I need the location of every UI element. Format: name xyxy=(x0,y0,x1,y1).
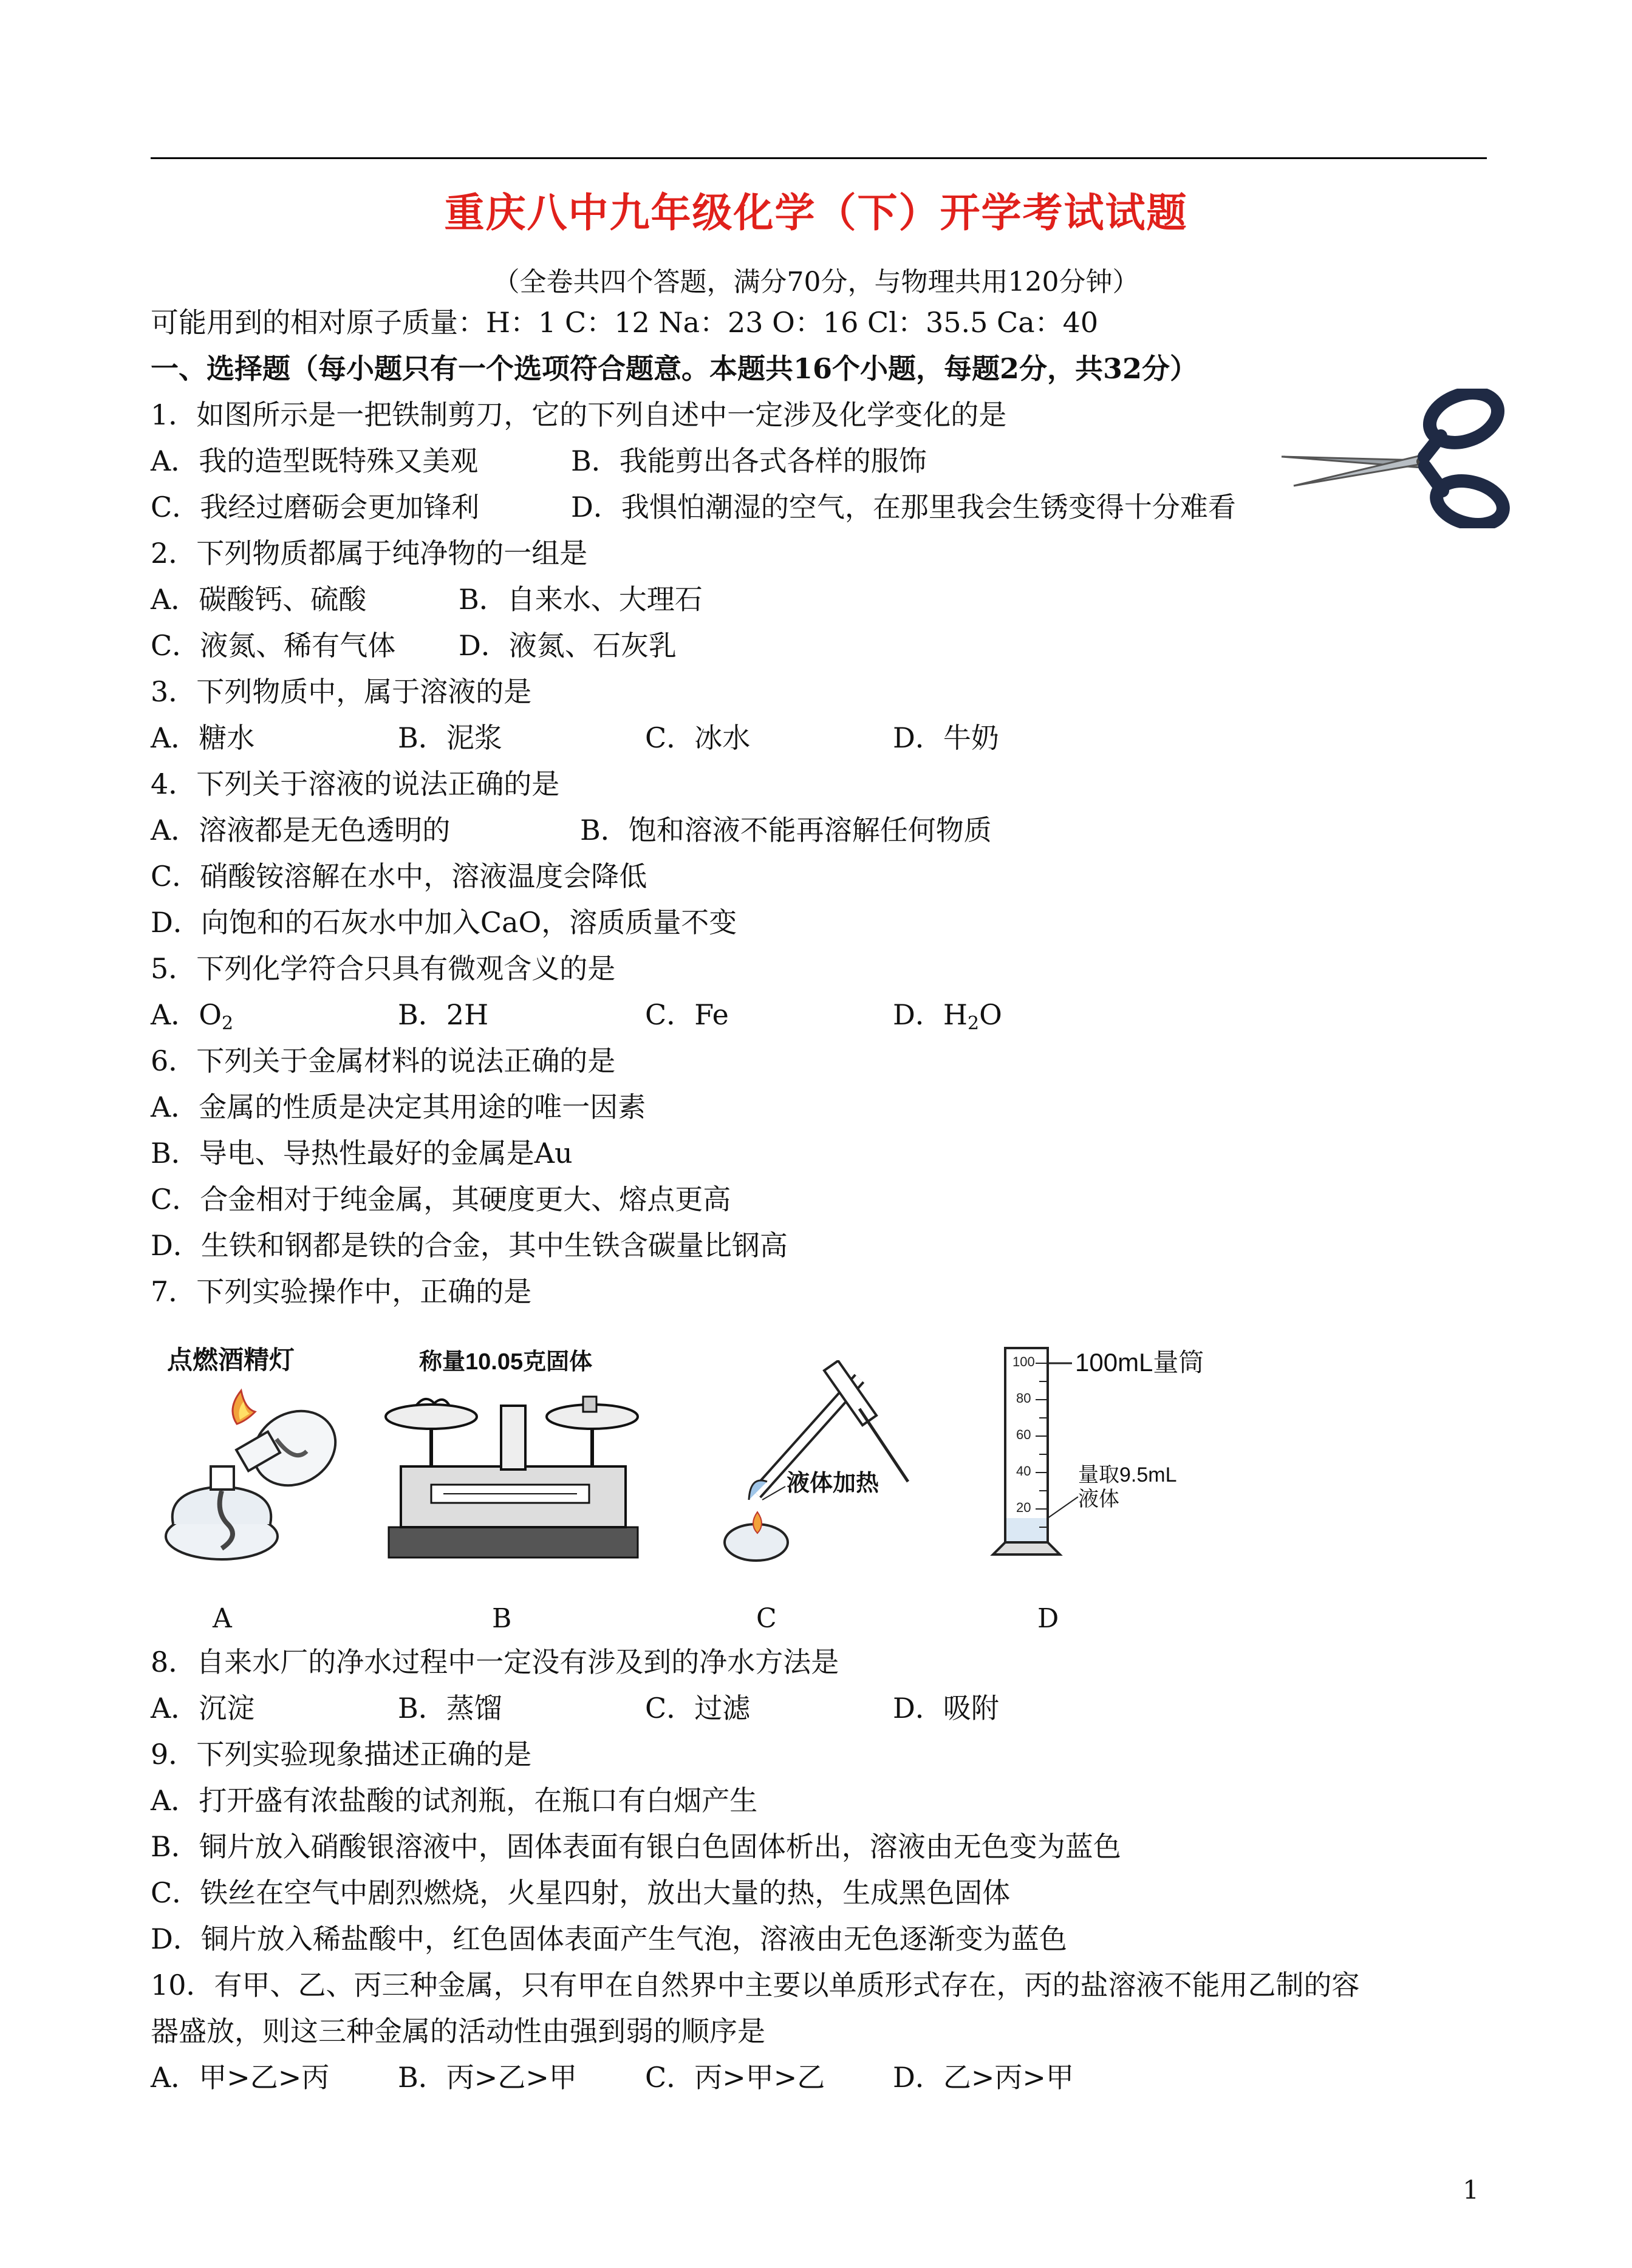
page-number: 1 xyxy=(1463,2175,1479,2205)
q2-stem: 2．下列物质都属于纯净物的一组是 xyxy=(151,537,588,570)
q6-option-d: D．生铁和钢都是铁的合金，其中生铁含碳量比钢高 xyxy=(151,1229,788,1262)
q1-option-d: D．我惧怕潮湿的空气，在那里我会生锈变得十分难看 xyxy=(571,491,1236,523)
q3-option-a: A．糖水 xyxy=(151,721,255,754)
fig-d-note-1: 量取9.5mL xyxy=(1078,1463,1177,1486)
fig-label-a: A xyxy=(213,1603,232,1634)
fig-d-note-2: 液体 xyxy=(1078,1488,1119,1511)
q7-stem: 7．下列实验操作中，正确的是 xyxy=(151,1275,532,1308)
q6-option-a: A．金属的性质是决定其用途的唯一因素 xyxy=(151,1091,646,1123)
svg-text:100: 100 xyxy=(1012,1354,1035,1369)
q8-option-b: B．蒸馏 xyxy=(398,1692,502,1725)
q8-stem: 8．自来水厂的净水过程中一定没有涉及到的净水方法是 xyxy=(151,1646,839,1678)
q8-option-a: A．沉淀 xyxy=(151,1692,255,1725)
svg-text:60: 60 xyxy=(1016,1427,1031,1442)
fig-b-caption: 称量10.05克固体 xyxy=(419,1349,593,1375)
q5-option-c: C．Fe xyxy=(645,998,729,1031)
q1-option-b: B．我能剪出各式各样的服饰 xyxy=(571,444,927,477)
q10-stem-line2: 器盛放，则这三种金属的活动性由强到弱的顺序是 xyxy=(151,2015,765,2048)
q2-option-c: C．液氮、稀有气体 xyxy=(151,629,396,662)
page-title: 重庆八中九年级化学（下）开学考试试题 xyxy=(444,189,1188,236)
fig-d-caption: 100mL量筒 xyxy=(1075,1348,1204,1377)
fig-label-c: C xyxy=(756,1603,777,1634)
q9-stem: 9．下列实验现象描述正确的是 xyxy=(151,1738,532,1771)
q3-stem: 3．下列物质中，属于溶液的是 xyxy=(151,675,532,708)
q8-option-d: D．吸附 xyxy=(893,1692,999,1725)
q9-option-d: D．铜片放入稀盐酸中，红色固体表面产生气泡，溶液由无色逐渐变为蓝色 xyxy=(151,1922,1067,1955)
header-rule xyxy=(151,157,1487,159)
q2-option-a: A．碳酸钙、硫酸 xyxy=(151,583,367,616)
q4-option-b: B．饱和溶液不能再溶解任何物质 xyxy=(580,814,992,846)
q10-stem-line1: 10．有甲、乙、丙三种金属，只有甲在自然界中主要以单质形式存在，丙的盐溶液不能用乙制的容 xyxy=(151,1969,1360,2001)
q10-option-c: C．丙>甲>乙 xyxy=(645,2061,825,2094)
q1-option-a: A．我的造型既特殊又美观 xyxy=(151,444,479,477)
q6-stem: 6．下列关于金属材料的说法正确的是 xyxy=(151,1044,616,1077)
q10-option-a: A．甲>乙>丙 xyxy=(151,2061,330,2094)
q3-option-c: C．冰水 xyxy=(645,721,751,754)
q6-option-c: C．合金相对于纯金属，其硬度更大、熔点更高 xyxy=(151,1183,731,1216)
q4-stem: 4．下列关于溶液的说法正确的是 xyxy=(151,768,560,800)
q3-option-b: B．泥浆 xyxy=(398,721,502,754)
q5-stem: 5．下列化学符合只具有微观含义的是 xyxy=(151,952,616,985)
svg-text:40: 40 xyxy=(1016,1463,1031,1479)
q9-option-c: C．铁丝在空气中剧烈燃烧，火星四射，放出大量的热，生成黑色固体 xyxy=(151,1876,1011,1909)
figure-b-balance xyxy=(383,1345,644,1564)
exam-subtitle: （全卷共四个答题，满分70分，与物理共用120分钟） xyxy=(493,267,1139,298)
figure-d-graduated-cylinder xyxy=(987,1336,1242,1567)
fig-label-b: B xyxy=(492,1603,512,1634)
q9-option-b: B．铜片放入硝酸银溶液中，固体表面有银白色固体析出，溶液由无色变为蓝色 xyxy=(151,1830,1121,1863)
q5-option-a: A．$O_2$ xyxy=(151,998,234,1034)
section-heading: 一、选择题（每小题只有一个选项符合题意。本题共16个小题，每题2分，共32分） xyxy=(151,352,1198,385)
q9-option-a: A．打开盛有浓盐酸的试剂瓶，在瓶口有白烟产生 xyxy=(151,1784,758,1817)
q8-option-c: C．过滤 xyxy=(645,1692,751,1725)
figure-a-alcohol-lamp xyxy=(155,1342,349,1567)
q3-option-d: D．牛奶 xyxy=(893,721,999,754)
q2-option-d: D．液氮、石灰乳 xyxy=(459,629,677,662)
q10-option-d: D．乙>丙>甲 xyxy=(893,2061,1074,2094)
figure-c-heating-liquid xyxy=(714,1360,932,1567)
svg-text:80: 80 xyxy=(1016,1391,1031,1406)
atomic-masses: 可能用到的相对原子质量：H：1 C：12 Na：23 O：16 Cl：35.5 Ca：40 xyxy=(151,306,1099,339)
fig-label-d: D xyxy=(1037,1603,1059,1634)
q4-option-a: A．溶液都是无色透明的 xyxy=(151,814,451,846)
q5-option-b: B．2H xyxy=(398,998,489,1031)
fig-a-caption: 点燃酒精灯 xyxy=(167,1346,295,1374)
q5-option-d: D．$H_2O$ xyxy=(893,998,1002,1034)
svg-text:20: 20 xyxy=(1016,1500,1031,1515)
q4-option-d: D．向饱和的石灰水中加入CaO，溶质质量不变 xyxy=(151,906,737,939)
q4-option-c: C．硝酸铵溶解在水中，溶液温度会降低 xyxy=(151,860,647,893)
q6-option-b: B．导电、导热性最好的金属是Au xyxy=(151,1137,573,1170)
q1-stem: 1．如图所示是一把铁制剪刀，它的下列自述中一定涉及化学变化的是 xyxy=(151,398,1007,431)
fig-c-caption: 液体加热 xyxy=(787,1471,879,1496)
q10-option-b: B．丙>乙>甲 xyxy=(398,2061,577,2094)
q2-option-b: B．自来水、大理石 xyxy=(459,583,703,616)
q1-option-c: C．我经过磨砺会更加锋利 xyxy=(151,491,480,523)
scissors-image xyxy=(1269,389,1512,528)
